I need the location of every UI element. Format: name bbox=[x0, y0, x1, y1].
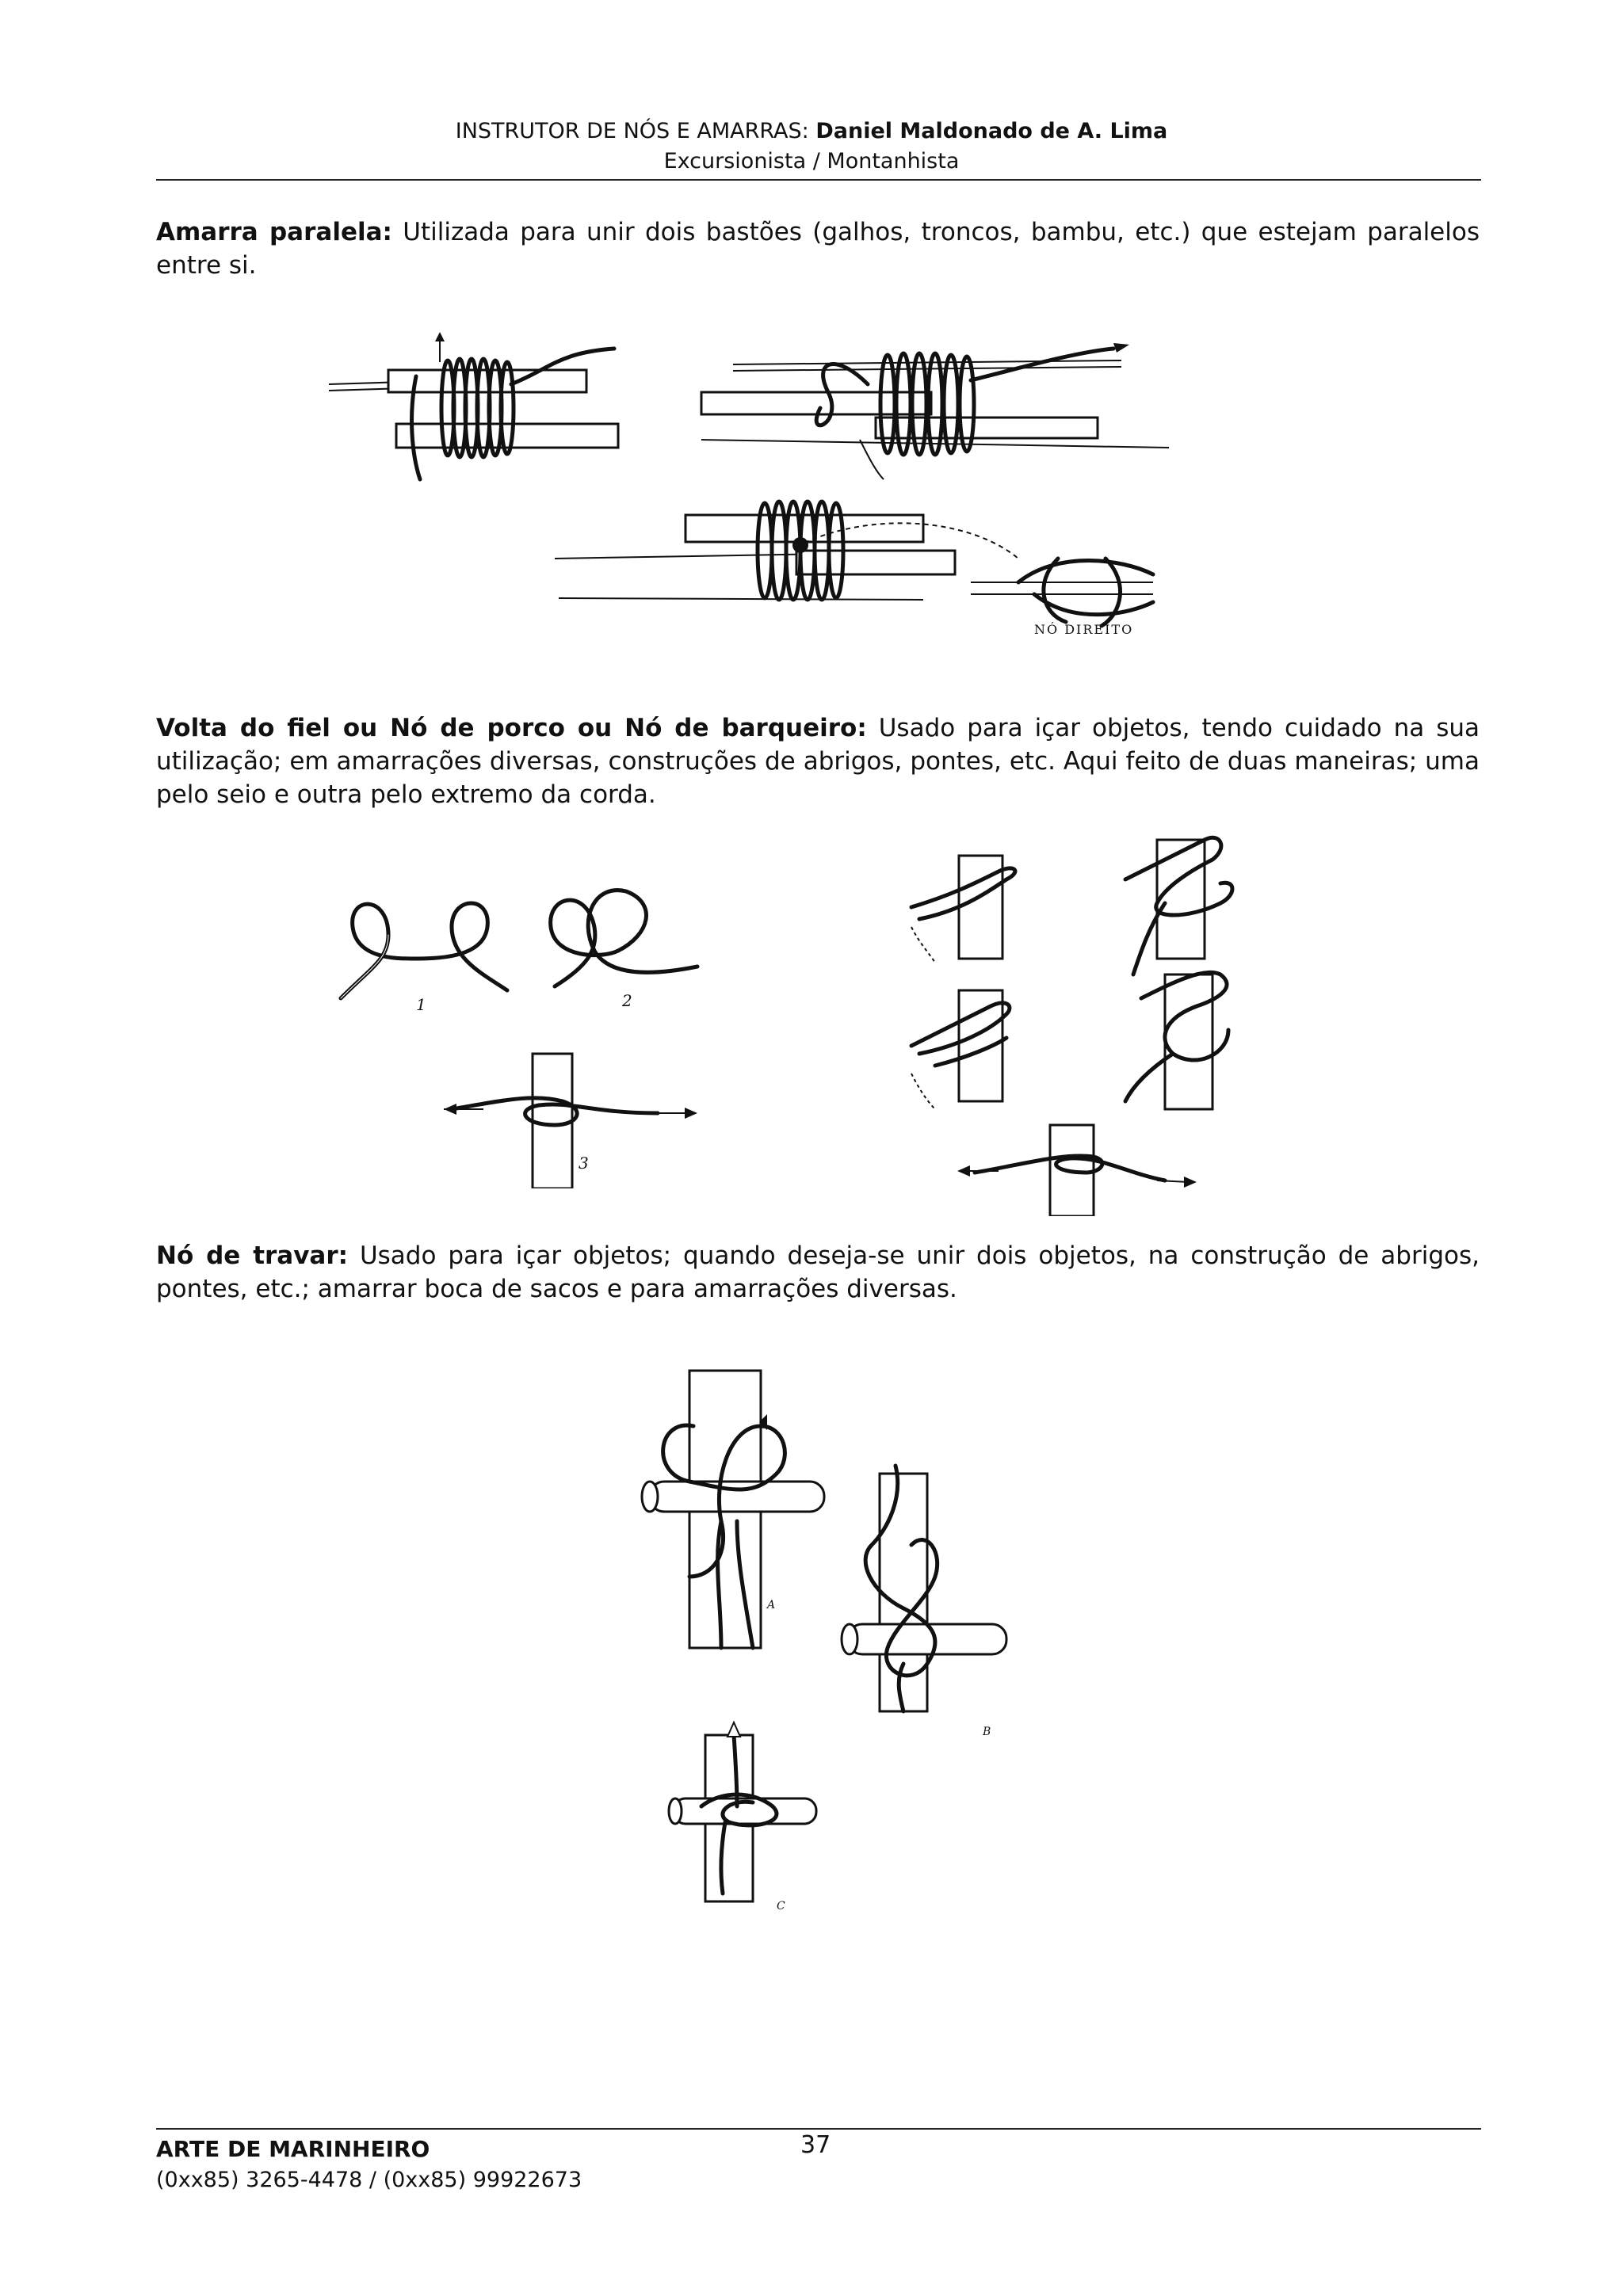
paralela-step-1 bbox=[329, 332, 618, 479]
section-text: Usado para içar objetos, tendo cuidado na sua utilização; em amarrações diversas, construções de abrigos, pontes, etc. Aqui feito de duas maneiras; uma pelo seio e outra pelo extremo da corda. bbox=[156, 714, 1480, 809]
travar-step-a bbox=[642, 1371, 824, 1648]
section-title: Volta do fiel ou Nó de porco ou Nó de barqueiro: bbox=[156, 714, 867, 742]
fiel-label-2: 2 bbox=[622, 991, 632, 1010]
fiel-end-step-5 bbox=[957, 1125, 1197, 1216]
travar-label-c: C bbox=[777, 1900, 785, 1909]
figure-volta-do-fiel-seio bbox=[325, 840, 800, 1188]
page-header-title bbox=[0, 119, 1623, 143]
section-no-de-travar bbox=[156, 1239, 1480, 1306]
section-text: Utilizada para unir dois bastões (galhos, troncos, bambu, etc.) que estejam paralelos entre si. bbox=[156, 218, 1480, 280]
footer-divider bbox=[156, 2128, 1481, 2130]
paralela-step-2 bbox=[701, 343, 1169, 479]
figure-no-de-travar bbox=[626, 1339, 1046, 1909]
header-prefix: INSTRUTOR DE NÓS E AMARRAS: bbox=[455, 119, 816, 143]
fiel-hitch-step-3 bbox=[444, 1054, 697, 1188]
fiel-end-step-2 bbox=[1125, 837, 1232, 974]
travar-label-a: A bbox=[767, 1599, 776, 1611]
fiel-end-step-1 bbox=[911, 856, 1015, 963]
nó-direito-detail bbox=[971, 559, 1153, 626]
fiel-loops-step-2 bbox=[551, 891, 697, 1010]
paralela-step-3 bbox=[555, 502, 1018, 600]
fiel-label-1: 1 bbox=[416, 995, 426, 1014]
footer-phones: (0xx85) 3265-4478 / (0xx85) 99922673 bbox=[156, 2168, 582, 2192]
page-header-subtitle: Excursionista / Montanhista bbox=[663, 149, 960, 174]
travar-step-c bbox=[669, 1722, 816, 1909]
figure-volta-do-fiel-extremo bbox=[888, 792, 1331, 1216]
section-amarra-paralela bbox=[156, 215, 1480, 282]
fiel-end-step-4 bbox=[1125, 972, 1228, 1109]
figure-amarra-paralela bbox=[321, 321, 1224, 642]
footer-title: ARTE DE MARINHEIRO bbox=[156, 2136, 430, 2162]
section-text: Usado para içar objetos; quando deseja-se unir dois objetos, na construção de abrigos, pontes, etc.; amarrar boca de sacos e para amarrações diversas. bbox=[156, 1241, 1480, 1303]
travar-step-b bbox=[842, 1466, 1006, 1738]
fiel-end-step-3 bbox=[911, 990, 1010, 1109]
header-author: Daniel Maldonado de A. Lima bbox=[815, 119, 1168, 143]
section-title: Nó de travar: bbox=[156, 1241, 349, 1270]
paralela-caption: NÓ DIREITO bbox=[1034, 622, 1134, 637]
fiel-label-3: 3 bbox=[579, 1154, 589, 1173]
header-divider bbox=[156, 179, 1481, 181]
travar-label-b: B bbox=[983, 1726, 991, 1738]
page-number: 37 bbox=[800, 2131, 831, 2159]
fiel-loops-step-1 bbox=[341, 903, 507, 1014]
section-title: Amarra paralela: bbox=[156, 218, 392, 246]
